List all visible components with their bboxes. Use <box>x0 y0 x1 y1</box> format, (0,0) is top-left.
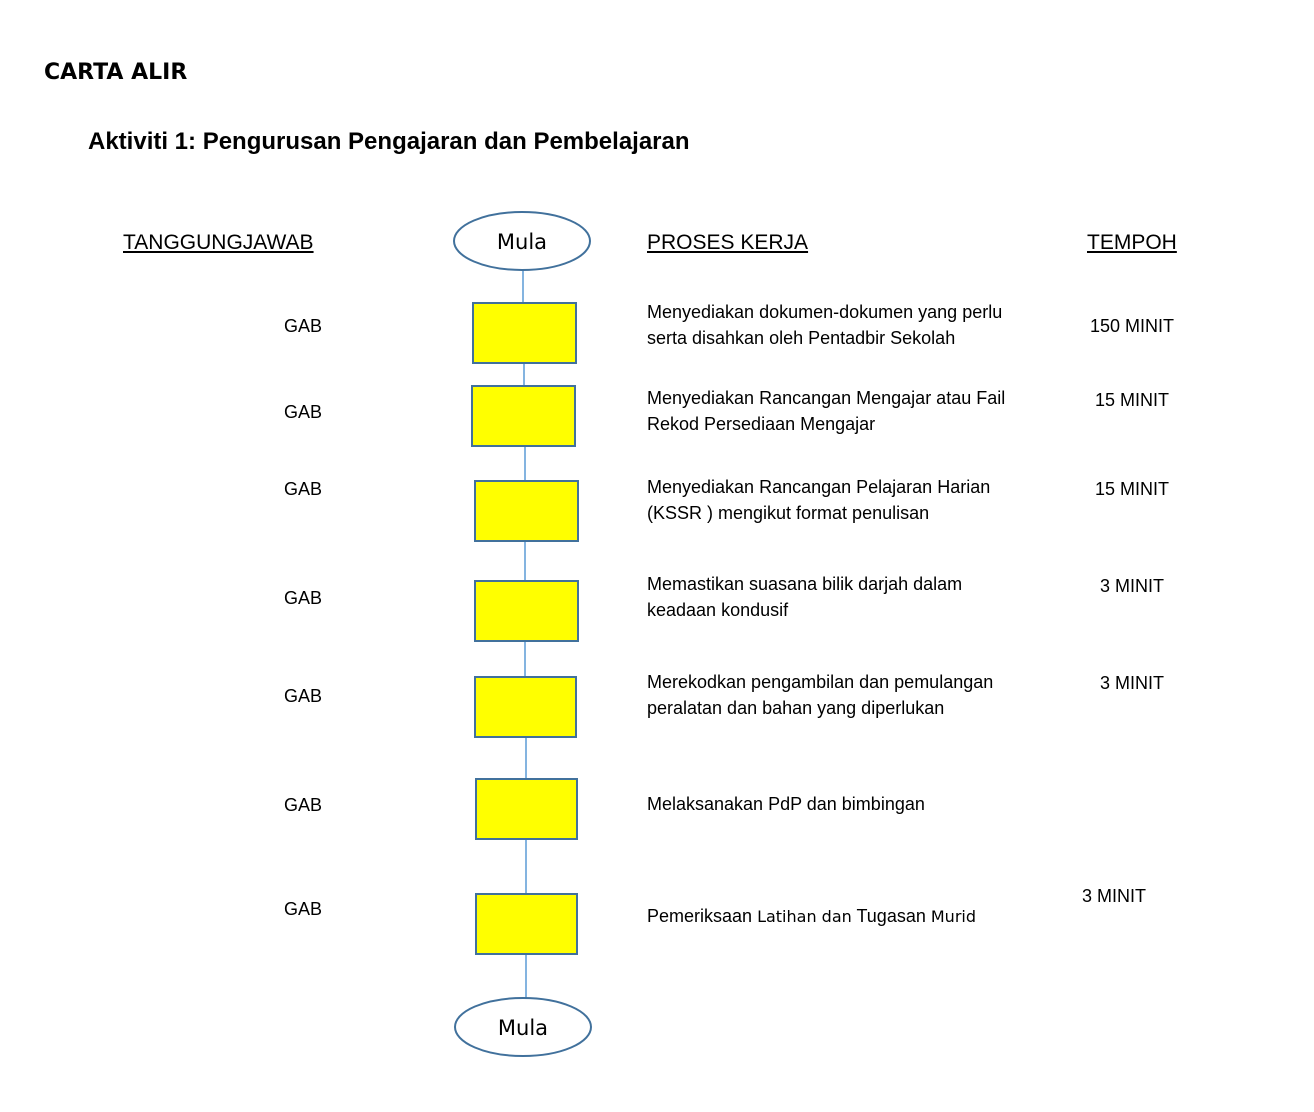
end-node <box>455 998 591 1056</box>
process-box-4 <box>475 581 578 641</box>
start-node <box>454 212 590 270</box>
end-label: Mula <box>497 1016 549 1040</box>
step-7-process-part1: Pemeriksaan <box>647 906 753 926</box>
step-3-process-line1: Menyediakan Rancangan Pelajaran Harian <box>647 477 991 497</box>
step-4-process <box>647 571 1047 623</box>
step-4-process-line2: keadaan kondusif <box>647 600 789 620</box>
step-4-responsible: GAB <box>283 588 322 608</box>
step-5-process-line1: Merekodkan pengambilan dan pemulangan <box>647 672 994 692</box>
step-3-responsible: GAB <box>283 479 322 499</box>
step-7-duration: 3 MINIT <box>1081 886 1146 906</box>
process-box-1 <box>473 303 576 363</box>
step-5-duration: 3 MINIT <box>1099 673 1164 693</box>
header-responsibility: TANGGUNGJAWAB <box>123 231 314 254</box>
step-2-responsible: GAB <box>283 402 322 422</box>
step-6-process <box>647 791 1047 817</box>
step-5-process-line2: peralatan dan bahan yang diperlukan <box>647 698 945 718</box>
step-1-process <box>647 299 1047 351</box>
process-box-5 <box>475 677 576 737</box>
step-6-responsible: GAB <box>283 795 322 815</box>
step-4-process-line1: Memastikan suasana bilik darjah dalam <box>647 574 963 594</box>
process-box-2 <box>472 386 575 446</box>
step-5-process <box>647 669 1047 721</box>
step-1-process-line2: serta disahkan oleh Pentadbir Sekolah <box>647 328 956 348</box>
step-2-process-line1: Menyediakan Rancangan Mengajar atau Fail <box>647 388 1006 408</box>
step-4-duration: 3 MINIT <box>1099 576 1164 596</box>
step-7-process <box>647 903 1047 930</box>
header-process: PROSES KERJA <box>647 231 809 254</box>
step-7-process-part4: Murid <box>930 907 976 926</box>
step-3-process-line2: (KSSR ) mengikut format penulisan <box>647 503 930 523</box>
step-1-duration: 150 MINIT <box>1089 316 1175 336</box>
step-6-process-line1: Melaksanakan PdP dan bimbingan <box>647 794 925 814</box>
start-label: Mula <box>496 230 548 254</box>
chart-title: CARTA ALIR <box>44 60 188 85</box>
process-box-3 <box>475 481 578 541</box>
process-box-6 <box>476 779 577 839</box>
step-2-process <box>647 385 1047 437</box>
step-7-process-part2: Latihan dan <box>757 907 852 926</box>
step-7-process-part3: Tugasan <box>856 906 926 926</box>
step-3-process <box>647 474 1047 526</box>
step-3-duration: 15 MINIT <box>1094 479 1169 499</box>
step-2-duration: 15 MINIT <box>1094 390 1169 410</box>
step-1-process-line1: Menyediakan dokumen-dokumen yang perlu <box>647 302 1003 322</box>
activity-title: Aktiviti 1: Pengurusan Pengajaran dan Pembelajaran <box>88 128 690 155</box>
header-duration: TEMPOH <box>1087 231 1177 254</box>
step-2-process-line2: Rekod Persediaan Mengajar <box>647 414 876 434</box>
step-7-responsible: GAB <box>283 899 322 919</box>
step-1-responsible: GAB <box>283 316 322 336</box>
step-5-responsible: GAB <box>283 686 322 706</box>
process-box-7 <box>476 894 577 954</box>
